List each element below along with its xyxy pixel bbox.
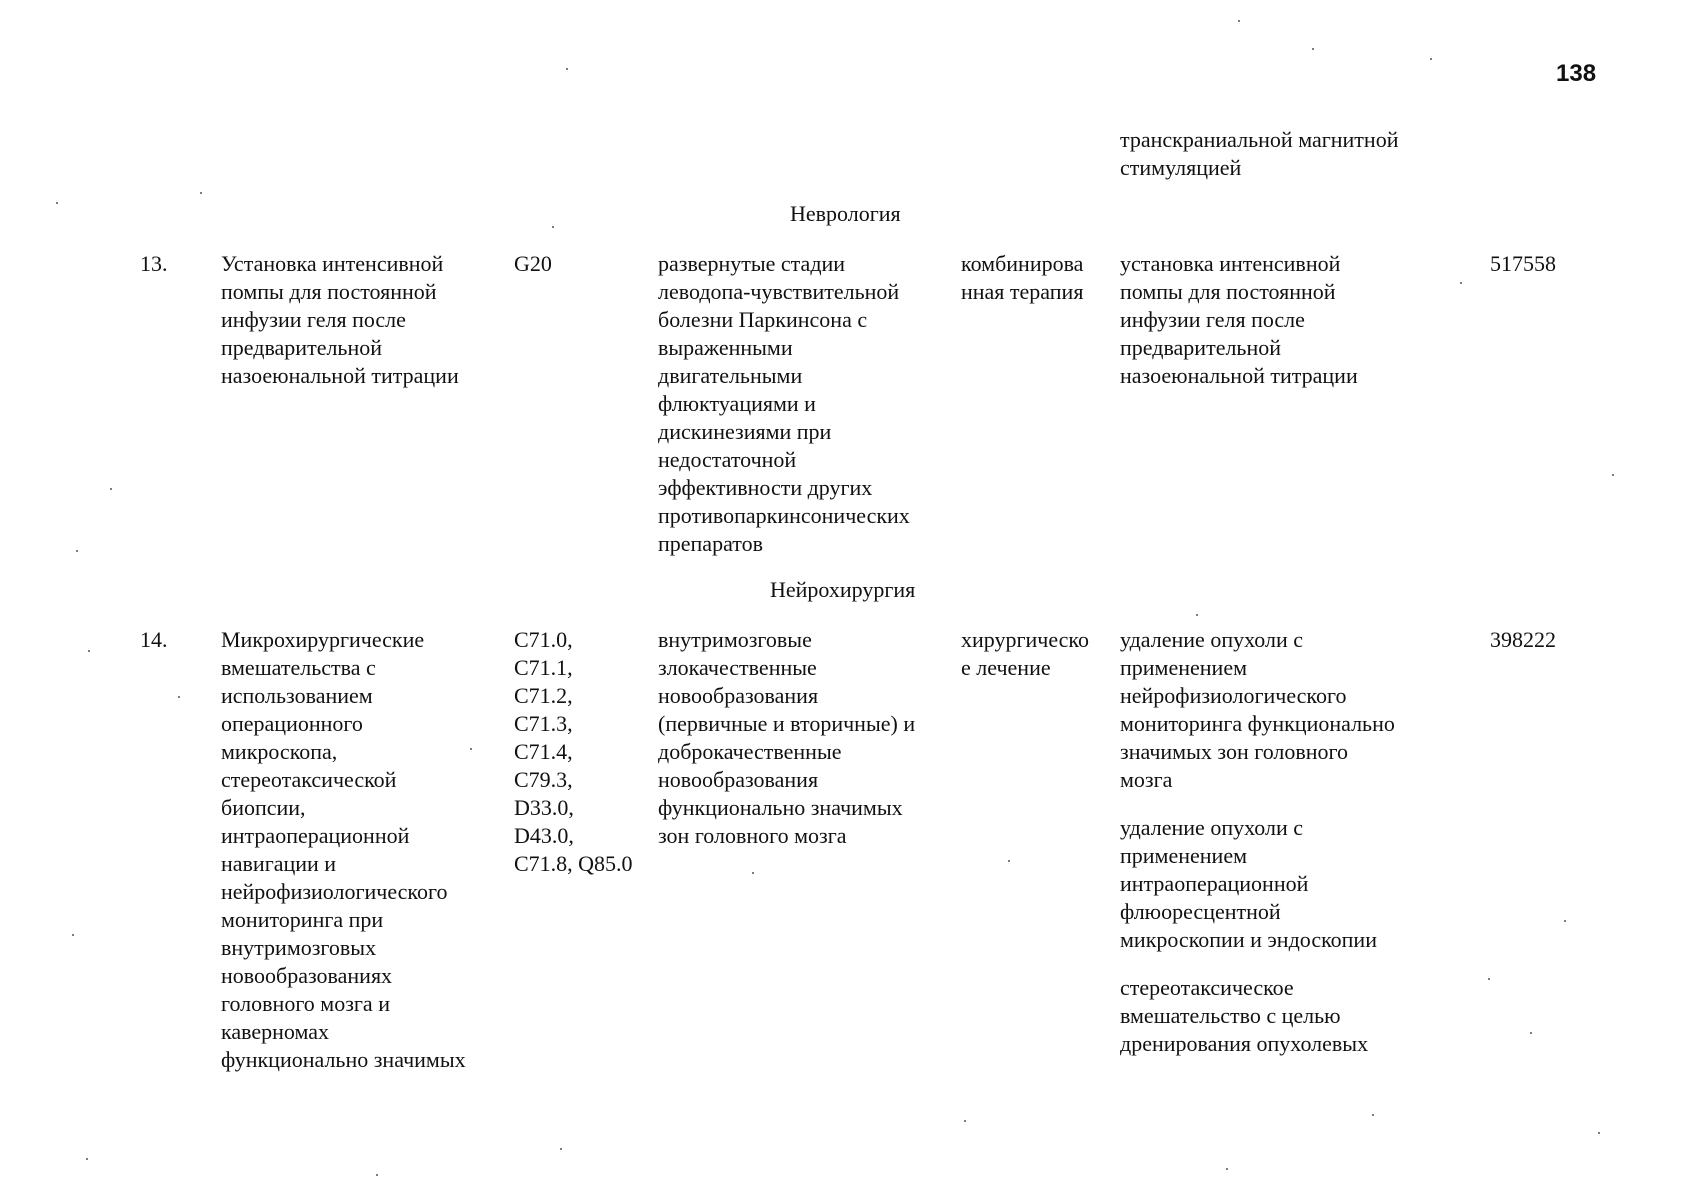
speck (1372, 1114, 1374, 1116)
speck (552, 226, 554, 228)
speck (964, 1120, 966, 1122)
speck (1008, 860, 1010, 862)
text-line: внутримозговых (221, 935, 377, 960)
text-line: назоеюнальной титрации (221, 363, 459, 388)
text-line: Установка интенсивной (221, 251, 444, 276)
text-line: хирургическо (961, 627, 1089, 652)
text-line: назоеюнальной титрации (1120, 363, 1358, 388)
text-line: вмешательство с целью (1120, 1003, 1341, 1028)
speck (178, 696, 180, 698)
text-line: мониторинга функционально (1120, 711, 1395, 736)
intervention-name (221, 250, 459, 390)
speck (1530, 1032, 1532, 1034)
text-line: эффективности других (658, 475, 873, 500)
cost-value: 517558 (1490, 251, 1556, 276)
text-line: C71.8, Q85.0 (514, 851, 633, 876)
text-line: вмешательства с (221, 655, 376, 680)
text-line: болезни Паркинсона с (658, 307, 868, 332)
text-line: злокачественные (658, 655, 817, 680)
text-line: установка интенсивной (1120, 251, 1341, 276)
speck (86, 1158, 88, 1160)
speck (76, 550, 78, 552)
cost-value: 398222 (1490, 627, 1556, 652)
patient-model (658, 626, 915, 850)
speck (1430, 58, 1432, 60)
text-line: комбинирова (961, 251, 1084, 276)
text-line: недостаточной (658, 447, 797, 472)
text-line: инфузии геля после (1120, 307, 1305, 332)
text-line: мониторинга при (221, 907, 384, 932)
continuation-method (1120, 126, 1398, 182)
speck (88, 650, 90, 652)
text-line: развернутые стадии (658, 251, 846, 276)
text-line: нейрофизиологического (221, 879, 448, 904)
text-line: C79.3, (514, 767, 573, 792)
treatment-method (1120, 814, 1377, 954)
text-line: леводопа-чувствительной (658, 279, 900, 304)
text-line: функционально значимых (658, 795, 903, 820)
text-line: противопаркинсонических (658, 503, 910, 528)
page-number: 138 (1556, 60, 1597, 87)
text-line: операционного (221, 711, 363, 736)
text-line: D43.0, (514, 823, 574, 848)
text-line: помпы для постоянной (1120, 279, 1336, 304)
text-line: (первичные и вторичные) и (658, 711, 916, 736)
text-line: применением (1120, 843, 1248, 868)
speck (1196, 614, 1198, 616)
text-line: C71.2, (514, 683, 573, 708)
text-line: стимуляцией (1120, 155, 1242, 180)
text-line: нейрофизиологического (1120, 683, 1347, 708)
section-heading-neurosurgery: Нейрохирургия (770, 577, 916, 602)
text-line: Микрохирургические (221, 627, 425, 652)
text-line: значимых зон головного (1120, 739, 1349, 764)
speck (1564, 920, 1566, 922)
text-line: флюктуациями и (658, 391, 816, 416)
text-line: транскраниальной магнитной (1120, 127, 1399, 152)
section-heading-neurology: Неврология (790, 201, 901, 226)
text-line: двигательными (658, 363, 803, 388)
text-line: новообразования (658, 683, 819, 708)
text-line: инфузии геля после (221, 307, 406, 332)
icd-codes (514, 626, 633, 878)
speck (1598, 1132, 1600, 1134)
text-line: каверномах (221, 1019, 330, 1044)
text-line: нная терапия (961, 279, 1084, 304)
text-line: стереотаксическое (1120, 975, 1294, 1000)
text-line: зон головного мозга (658, 823, 847, 848)
text-line: головного мозга и (221, 991, 390, 1016)
text-line: навигации и (221, 851, 337, 876)
speck (110, 488, 112, 490)
speck (752, 872, 754, 874)
treatment-type (961, 250, 1083, 306)
speck (566, 68, 568, 70)
row-number: 14. (140, 627, 168, 652)
treatment-method (1120, 250, 1358, 390)
text-line: дискинезиями при (658, 419, 832, 444)
text-line: микроскопии и эндоскопии (1120, 927, 1377, 952)
text-line: удаление опухоли с (1120, 815, 1303, 840)
text-line: помпы для постоянной (221, 279, 437, 304)
speck (1312, 48, 1314, 50)
text-line: биопсии, (221, 795, 306, 820)
text-line: дренирования опухолевых (1120, 1031, 1369, 1056)
text-line: мозга (1120, 767, 1173, 792)
patient-model (658, 250, 910, 558)
speck (376, 1174, 378, 1176)
speck (56, 202, 58, 204)
text-line: внутримозговые (658, 627, 812, 652)
speck (470, 748, 472, 750)
icd-codes (514, 250, 552, 278)
text-line: C71.4, (514, 739, 573, 764)
treatment-method (1120, 626, 1395, 794)
intervention-name (221, 626, 466, 1074)
text-line: новообразования (658, 767, 819, 792)
text-line: флюоресцентной (1120, 899, 1281, 924)
text-line: функционально значимых (221, 1047, 466, 1072)
treatment-type (961, 626, 1089, 682)
speck (1226, 1168, 1228, 1170)
text-line: удаление опухоли с (1120, 627, 1303, 652)
row-number: 13. (140, 251, 168, 276)
text-line: C71.3, (514, 711, 573, 736)
speck (1460, 282, 1462, 284)
text-line: е лечение (961, 655, 1051, 680)
text-line: микроскопа, (221, 739, 338, 764)
text-line: интраоперационной (1120, 871, 1309, 896)
text-line: стереотаксической (221, 767, 397, 792)
text-line: использованием (221, 683, 373, 708)
speck (1238, 20, 1240, 22)
text-line: выраженными (658, 335, 793, 360)
text-line: новообразованиях (221, 963, 393, 988)
speck (560, 1148, 562, 1150)
text-line: интраоперационной (221, 823, 410, 848)
speck (200, 192, 202, 194)
text-line: применением (1120, 655, 1248, 680)
speck (1612, 474, 1614, 476)
speck (72, 934, 74, 936)
text-line: предварительной (221, 335, 383, 360)
text-line: G20 (514, 251, 552, 276)
text-line: C71.0, (514, 627, 573, 652)
text-line: предварительной (1120, 335, 1282, 360)
text-line: доброкачественные (658, 739, 842, 764)
treatment-method (1120, 974, 1368, 1058)
text-line: D33.0, (514, 795, 574, 820)
text-line: C71.1, (514, 655, 573, 680)
text-line: препаратов (658, 531, 763, 556)
speck (1488, 978, 1490, 980)
